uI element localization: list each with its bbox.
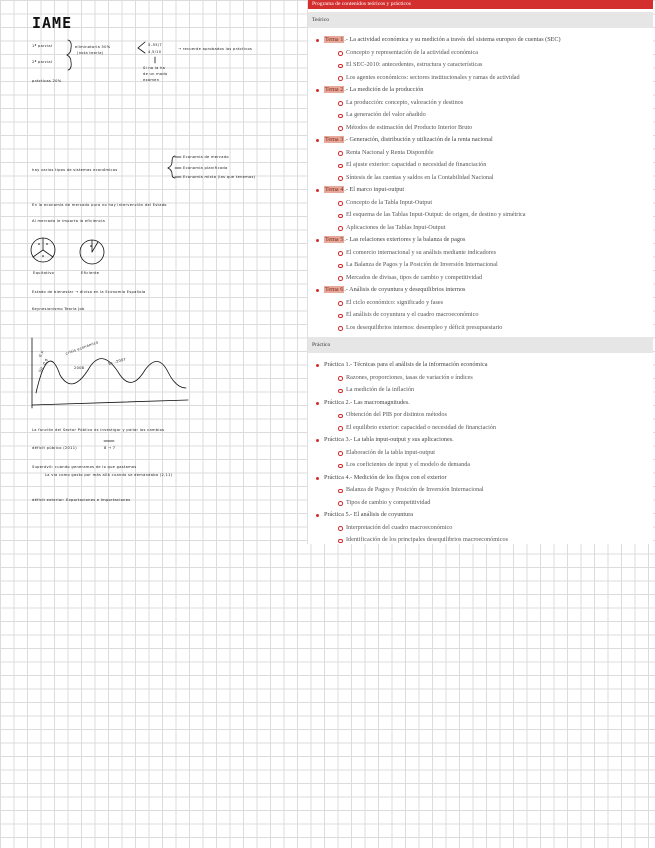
note-line: La vía como gasto por más allá cuando se demandaba (2,11): [45, 473, 173, 477]
topic-tag-highlight: Tema 2: [325, 86, 344, 93]
subtopic-item: Los desequilibrios internos: desempleo y déficit presupuestario: [308, 322, 653, 335]
note-line: déficit exterior: Exportaciones e Importaciones: [32, 498, 131, 502]
note-line: Si no la ha: [143, 66, 166, 70]
note-line: examen: [143, 78, 160, 82]
notes-title: IAME: [32, 14, 73, 32]
graph-label: Sit. 0,0: [38, 357, 50, 373]
subtopic-item: Concepto y representación de la actividad económica: [308, 47, 653, 60]
graph-label: Ec.-2007: [108, 357, 127, 366]
topic-text: Práctica 4.- Medición de los flujos con el exterior: [324, 473, 447, 481]
note-line: eliminatoria 50%: [75, 45, 111, 49]
section-title: Práctico: [308, 337, 653, 353]
subtopic-item: El SEC-2010: antecedentes, estructura y características: [308, 59, 653, 72]
subtopic-item: Balanza de Pagos y Posición de Inversión Internacional: [308, 484, 653, 497]
note-line: En la economía de mercado pura no hay intervención del Estado: [32, 203, 167, 207]
topic-list: [308, 34, 653, 334]
note-line: Al mercado le importa la eficiencia: [32, 219, 106, 223]
section-title: Teórico: [308, 12, 653, 28]
handwritten-sketches: [0, 0, 300, 520]
note-line: Economía de mercado: [183, 155, 229, 159]
topic-text: Práctica 5.- El análisis de coyuntura: [324, 511, 413, 518]
note-line: de un modo: [143, 72, 168, 76]
note-line: 1ª parcial: [32, 44, 53, 48]
note-line: 5–55/7: [148, 43, 162, 47]
note-line: Estado de bienestar → divisa en la Economía Española: [32, 290, 146, 294]
subtopic-item: Renta Nacional y Renta Disponible: [308, 147, 653, 160]
subtopic-item: Los agentes económicos: sectores institucionales y ramas de actividad: [308, 72, 653, 85]
note-line: Equitativo: [33, 271, 55, 275]
subtopic-item: Síntesis de las cuentas y saldos en la Contabilidad Nacional: [308, 172, 653, 185]
syllabus-panel: [307, 0, 653, 544]
topic-tag-highlight: Tema 6: [325, 286, 344, 293]
subtopic-item: Identificación de los principales desequilibrios macroeconómicos: [308, 534, 653, 547]
topic-item: [308, 184, 653, 197]
note-line: 2ª parcial: [32, 60, 53, 64]
note-line: 4,5/10: [148, 50, 162, 54]
subtopic-item: La producción: concepto, valoración y destinos: [308, 97, 653, 110]
graph-label: 2008: [74, 366, 85, 370]
topic-item: [308, 509, 653, 522]
topic-text: .- La medición de la producción: [344, 86, 424, 93]
topic-text: .- Las relaciones exteriores y la balanza de pagos: [344, 236, 466, 243]
topic-item: [308, 397, 653, 410]
note-line: 8 → 7: [104, 446, 116, 450]
note-line: Superávit: cuando generamos de lo que gastamos: [32, 465, 137, 469]
topic-text: .- Generación, distribución y utilización de la renta nacional: [344, 136, 493, 143]
topic-item: [308, 34, 653, 47]
topic-item: [308, 472, 653, 485]
note-line: déficit público (2011): [32, 446, 77, 450]
topic-tag-highlight: Tema 4: [325, 186, 344, 193]
sections-container: [308, 12, 653, 547]
subtopic-item: Interpretación del cuadro macroeconómico: [308, 522, 653, 535]
subtopic-item: La medición de la inflación: [308, 384, 653, 397]
topic-list: [308, 359, 653, 547]
topic-item: [308, 284, 653, 297]
topic-item: [308, 234, 653, 247]
topic-text: .- La actividad económica y su medición a través del sistema europeo de cuentas (SEC): [344, 36, 561, 43]
topic-item: [308, 84, 653, 97]
topic-tag-highlight: Tema 1: [325, 36, 344, 43]
panel-header: Programa de contenidos teóricos y prácticos: [308, 0, 653, 9]
subtopic-item: Obtención del PIB por distintos métodos: [308, 409, 653, 422]
note-line: Economía mixta (las que tenemos): [183, 175, 256, 179]
handwritten-notes: [0, 0, 300, 520]
note-line: La función del Sector Público es investigar y paliar los cambios: [32, 428, 165, 432]
topic-text: Práctica 2.- Las macromagnitudes.: [324, 398, 410, 406]
subtopic-item: Métodos de estimación del Producto Interior Bruto: [308, 122, 653, 135]
topic-tag-highlight: Tema 3: [325, 136, 344, 143]
graph-label: crisis económica: [65, 340, 99, 356]
subtopic-item: Elaboración de la tabla input-output: [308, 447, 653, 460]
topic-item: [308, 134, 653, 147]
subtopic-item: El equilibrio exterior: capacidad o necesidad de financiación: [308, 422, 653, 435]
subtopic-item: La Balanza de Pagos y la Posición de Inversión Internacional: [308, 259, 653, 272]
topic-tag-highlight: Tema 5: [325, 236, 344, 243]
topic-text: .- Análisis de coyuntura y desequilibrios internos: [344, 286, 466, 293]
note-line: Keynesianismo Teoría Job: [32, 307, 85, 311]
topic-item: [308, 359, 653, 372]
subtopic-item: Razones, proporciones, tasas de variación e índices: [308, 372, 653, 385]
note-line: → recuerde aprobados los prácticos: [178, 47, 253, 51]
subtopic-item: Concepto de la Tabla Input-Output: [308, 197, 653, 210]
note-line: (nota teoría): [77, 51, 104, 55]
subtopic-item: El comercio internacional y su análisis mediante indicadores: [308, 247, 653, 260]
topic-text: Práctica 3.- La tabla input-output y sus aplicaciones.: [324, 436, 454, 443]
subtopic-item: El esquema de las Tablas Input-Output: de origen, de destino y simétrica: [308, 209, 653, 222]
subtopic-item: Tipos de cambio y competitividad: [308, 497, 653, 510]
graph-label: G.F.: [38, 349, 46, 358]
note-line: Eficiente: [81, 271, 100, 275]
note-line: hay varios tipos de sistemas económicos: [32, 168, 118, 172]
topic-text: .- El marco input-output: [344, 186, 405, 193]
subtopic-item: El análisis de coyuntura y el cuadro macroeconómico: [308, 309, 653, 322]
topic-item: [308, 434, 653, 447]
subtopic-item: Los coeficientes de input y el modelo de demanda: [308, 459, 653, 472]
subtopic-item: La generación del valor añadido: [308, 109, 653, 122]
note-line: prácticas 20%: [32, 79, 62, 83]
subtopic-item: El ajuste exterior: capacidad o necesidad de financiación: [308, 159, 653, 172]
topic-text: Práctica 1.- Técnicas para el análisis de la información económica: [324, 361, 488, 368]
note-line: Economía planificada: [183, 166, 228, 170]
subtopic-item: Mercados de divisas, tipos de cambio y competitividad: [308, 272, 653, 285]
subtopic-item: Aplicaciones de las Tablas Input-Output: [308, 222, 653, 235]
subtopic-item: El ciclo económico: significado y fases: [308, 297, 653, 310]
